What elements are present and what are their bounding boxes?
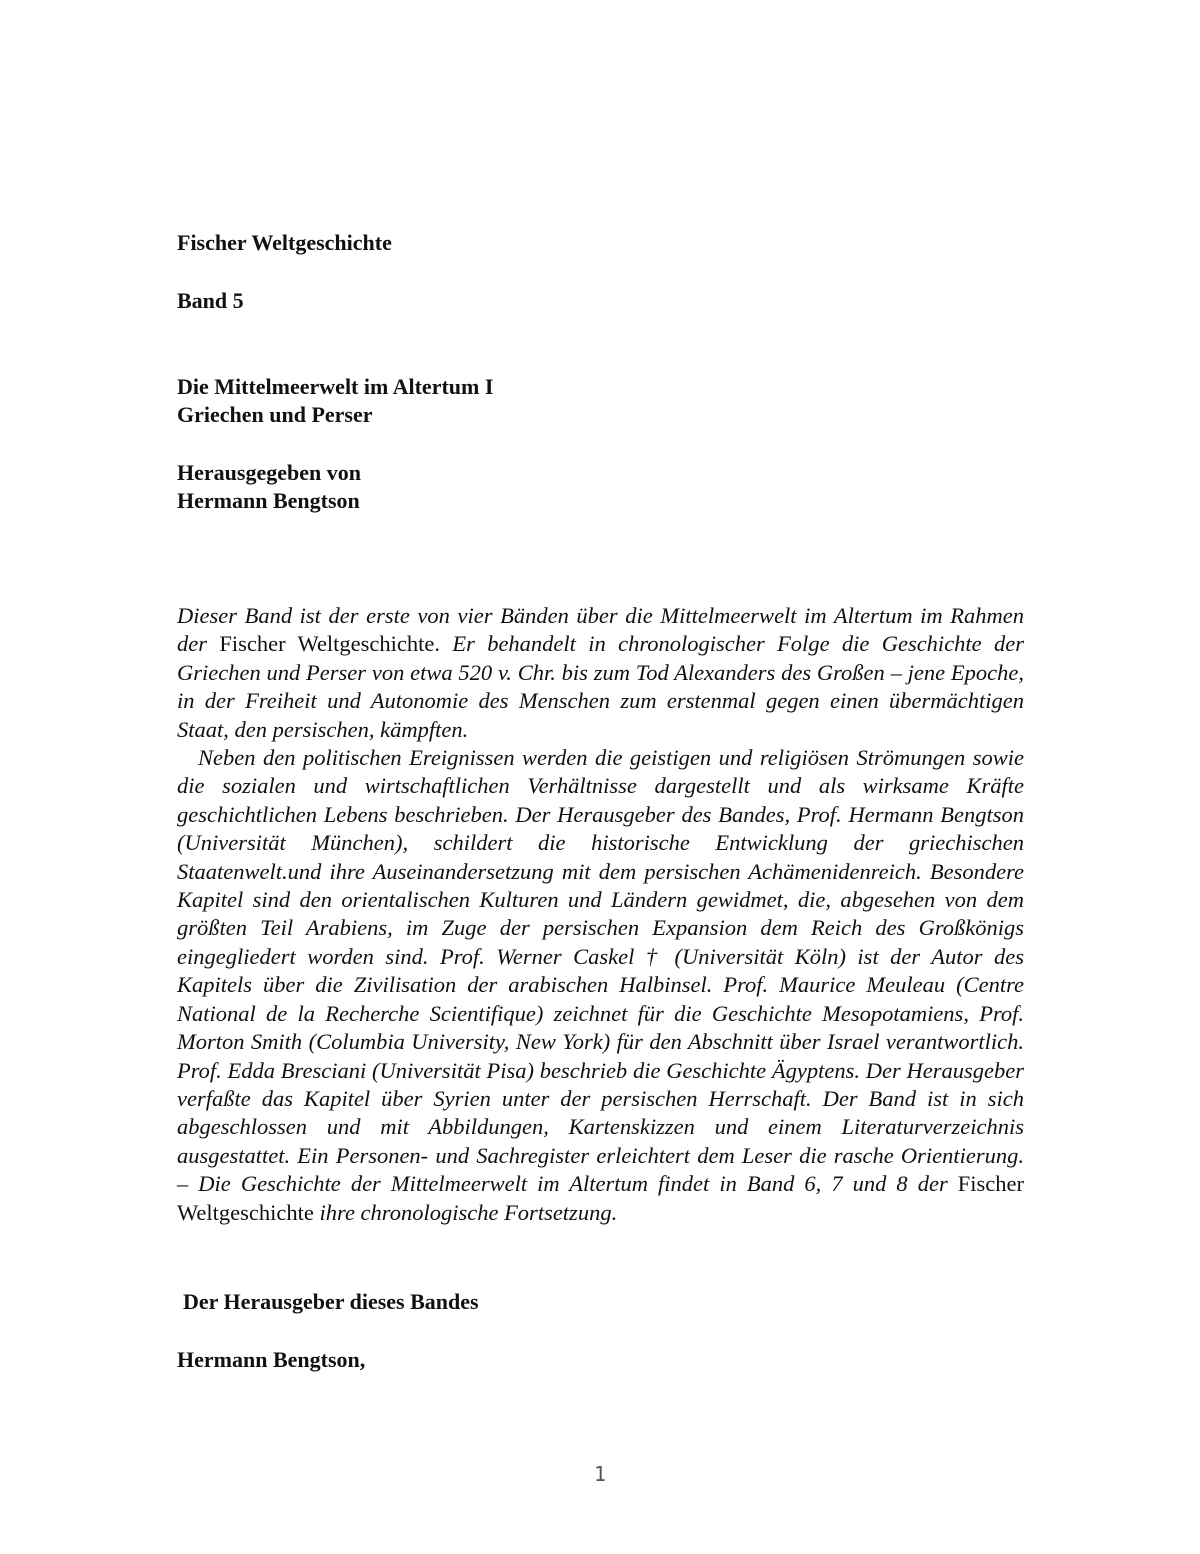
series-name-inline: Fischer Weltgeschichte. [219, 631, 441, 657]
description-paragraph-1 [177, 602, 1024, 744]
book-title-line-1: Die Mittelmeerwelt im Altertum I [177, 374, 494, 399]
series-name-inline: Fischer Weltgeschichte [177, 1171, 1024, 1225]
book-subtitle: Griechen und Perser [177, 402, 373, 427]
book-title [177, 373, 493, 429]
description-paragraph-2 [177, 744, 1024, 1227]
description-text: Dieser Band ist der erste von vier Bänden über die Mittelmeerwelt im Altertum im Rahmen der [177, 603, 1024, 657]
editor-label: Herausgegeben von [177, 460, 361, 485]
page-number: 1 [593, 1462, 607, 1486]
editor-credit [177, 459, 361, 515]
volume-number: Band 5 [177, 288, 244, 313]
editor-name: Hermann Bengtson [177, 488, 360, 513]
editor-heading: Der Herausgeber dieses Bandes [183, 1289, 479, 1314]
book-description [177, 602, 1024, 1227]
description-text: Neben den politischen Ereignissen werden die geistigen und religiösen Strömungen sowie die sozialen und wirtschaftlichen Verhältnisse dargestellt und als wirksame Kräfte geschichtlichen Lebens beschrieben. Der Herausgeber des Bandes, Prof. Hermann Bengtson (Universität München), schildert die historische Entwicklung der griechischen Staatenwelt.und ihre Auseinandersetzung mit dem persischen Achämenidenreich. Besondere Kapitel sind den orientalischen Kulturen und Ländern gewidmet, die, abgesehen von dem größten Teil Arabiens, im Zuge der persischen Expansion dem Reich des Großkönigs eingegliedert worden sind. Prof. Werner Caskel † (Universität Köln) ist der Autor des Kapitels über die Zivilisation der arabischen Halbinsel. Prof. Maurice Meuleau (Centre National de la Recherche Scientifique) zeichnet für die Geschichte Mesopotamiens, Prof. Morton Smith (Columbia University, New York) für den Abschnitt über Israel verantwortlich. Prof. Edda Bresciani (Universität Pisa) beschrieb die Geschichte Ägyptens. Der Herausgeber verfaßte das Kapitel über Syrien unter der persischen Herrschaft. Der Band ist in sich abgeschlossen und mit Abbildungen, Kartenskizzen und einem Literaturverzeichnis ausgestattet. Ein Personen- und Sachregister erleichtert dem Leser die rasche Orientierung. – Die Geschichte der Mittelmeerwelt im Altertum findet in Band 6, 7 und 8 der [177, 745, 1024, 1197]
description-text: ihre chronologische Fortsetzung. [313, 1199, 618, 1225]
series-title: Fischer Weltgeschichte [177, 230, 392, 255]
editor-signature: Hermann Bengtson, [177, 1347, 366, 1372]
description-text: Er behandelt in chronologischer Folge die Geschichte der Griechen und Perser von etwa 520 v. Chr. bis zum Tod Alexanders des Großen – jene Epoche, in der Freiheit und Autonomie des Menschen zum erstenmal gegen einen übermächtigen Staat, den persischen, kämpften. [177, 631, 1024, 742]
